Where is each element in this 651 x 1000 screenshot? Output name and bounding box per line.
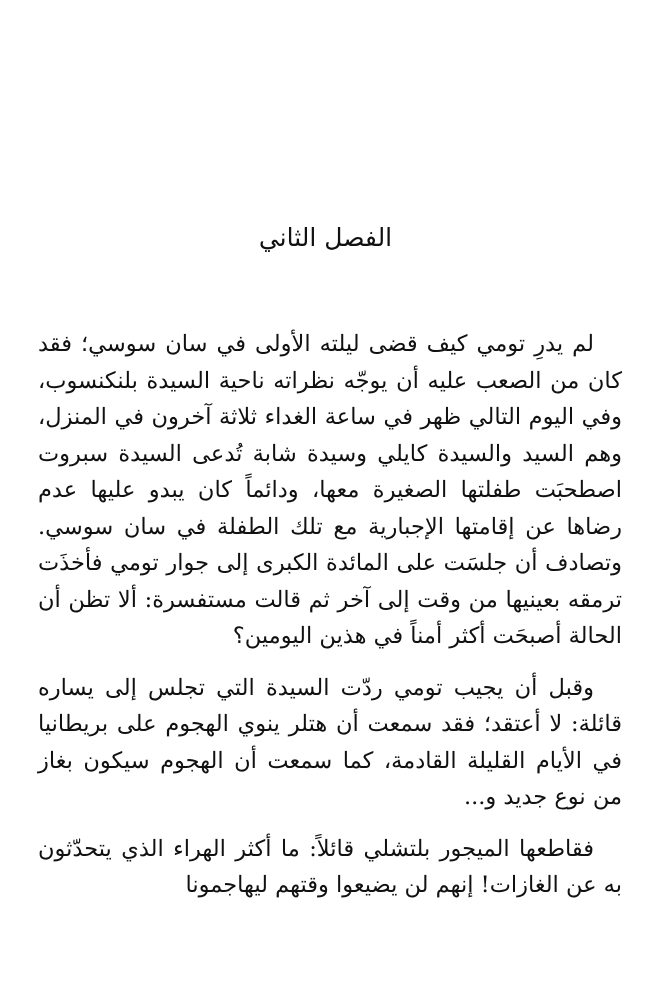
paragraph-1: لم يدرِ تومي كيف قضى ليلته الأولى في سان سوسي؛ فقد كان من الصعب عليه أن يوجّه نظراته ناحية السيدة بلنكنسوب، وفي اليوم التالي ظهر في ساعة الغداء ثلاثة آخرون في المنزل، وهم السيد والسيدة كايلي وسيدة شابة تُدعى السيدة سبروت اصطحبَت طفلتها الصغيرة معها، ودائماً كان يبدو عليها عدم رضاها عن إقامتها الإجبارية مع تلك الطفلة في سان سوسي. وتصادف أن جلسَت على المائدة الكبرى إلى جوار تومي فأخذَت ترمقه بعينيها من وقت إلى آخر ثم قالت مستفسرة: ألا تظن أن الحالة أصبحَت أكثر أمناً في هذين اليومين؟ xyxy=(38,331,622,649)
body-text xyxy=(38,326,622,919)
paragraph-3: فقاطعها الميجور بلتشلي قائلاً: ما أكثر الهراء الذي يتحدّثون به عن الغازات! إنهم لن يضيعوا وقتهم ليهاجمونا xyxy=(38,835,622,898)
chapter-title: الفصل الثاني xyxy=(258,223,393,252)
paragraph-2: وقبل أن يجيب تومي ردّت السيدة التي تجلس إلى يساره قائلة: لا أعتقد؛ فقد سمعت أن هتلر ينوي الهجوم على بريطانيا في الأيام القليلة القادمة، كما سمعت أن الهجوم سيكون بغاز من نوع جديد و... xyxy=(38,674,622,810)
